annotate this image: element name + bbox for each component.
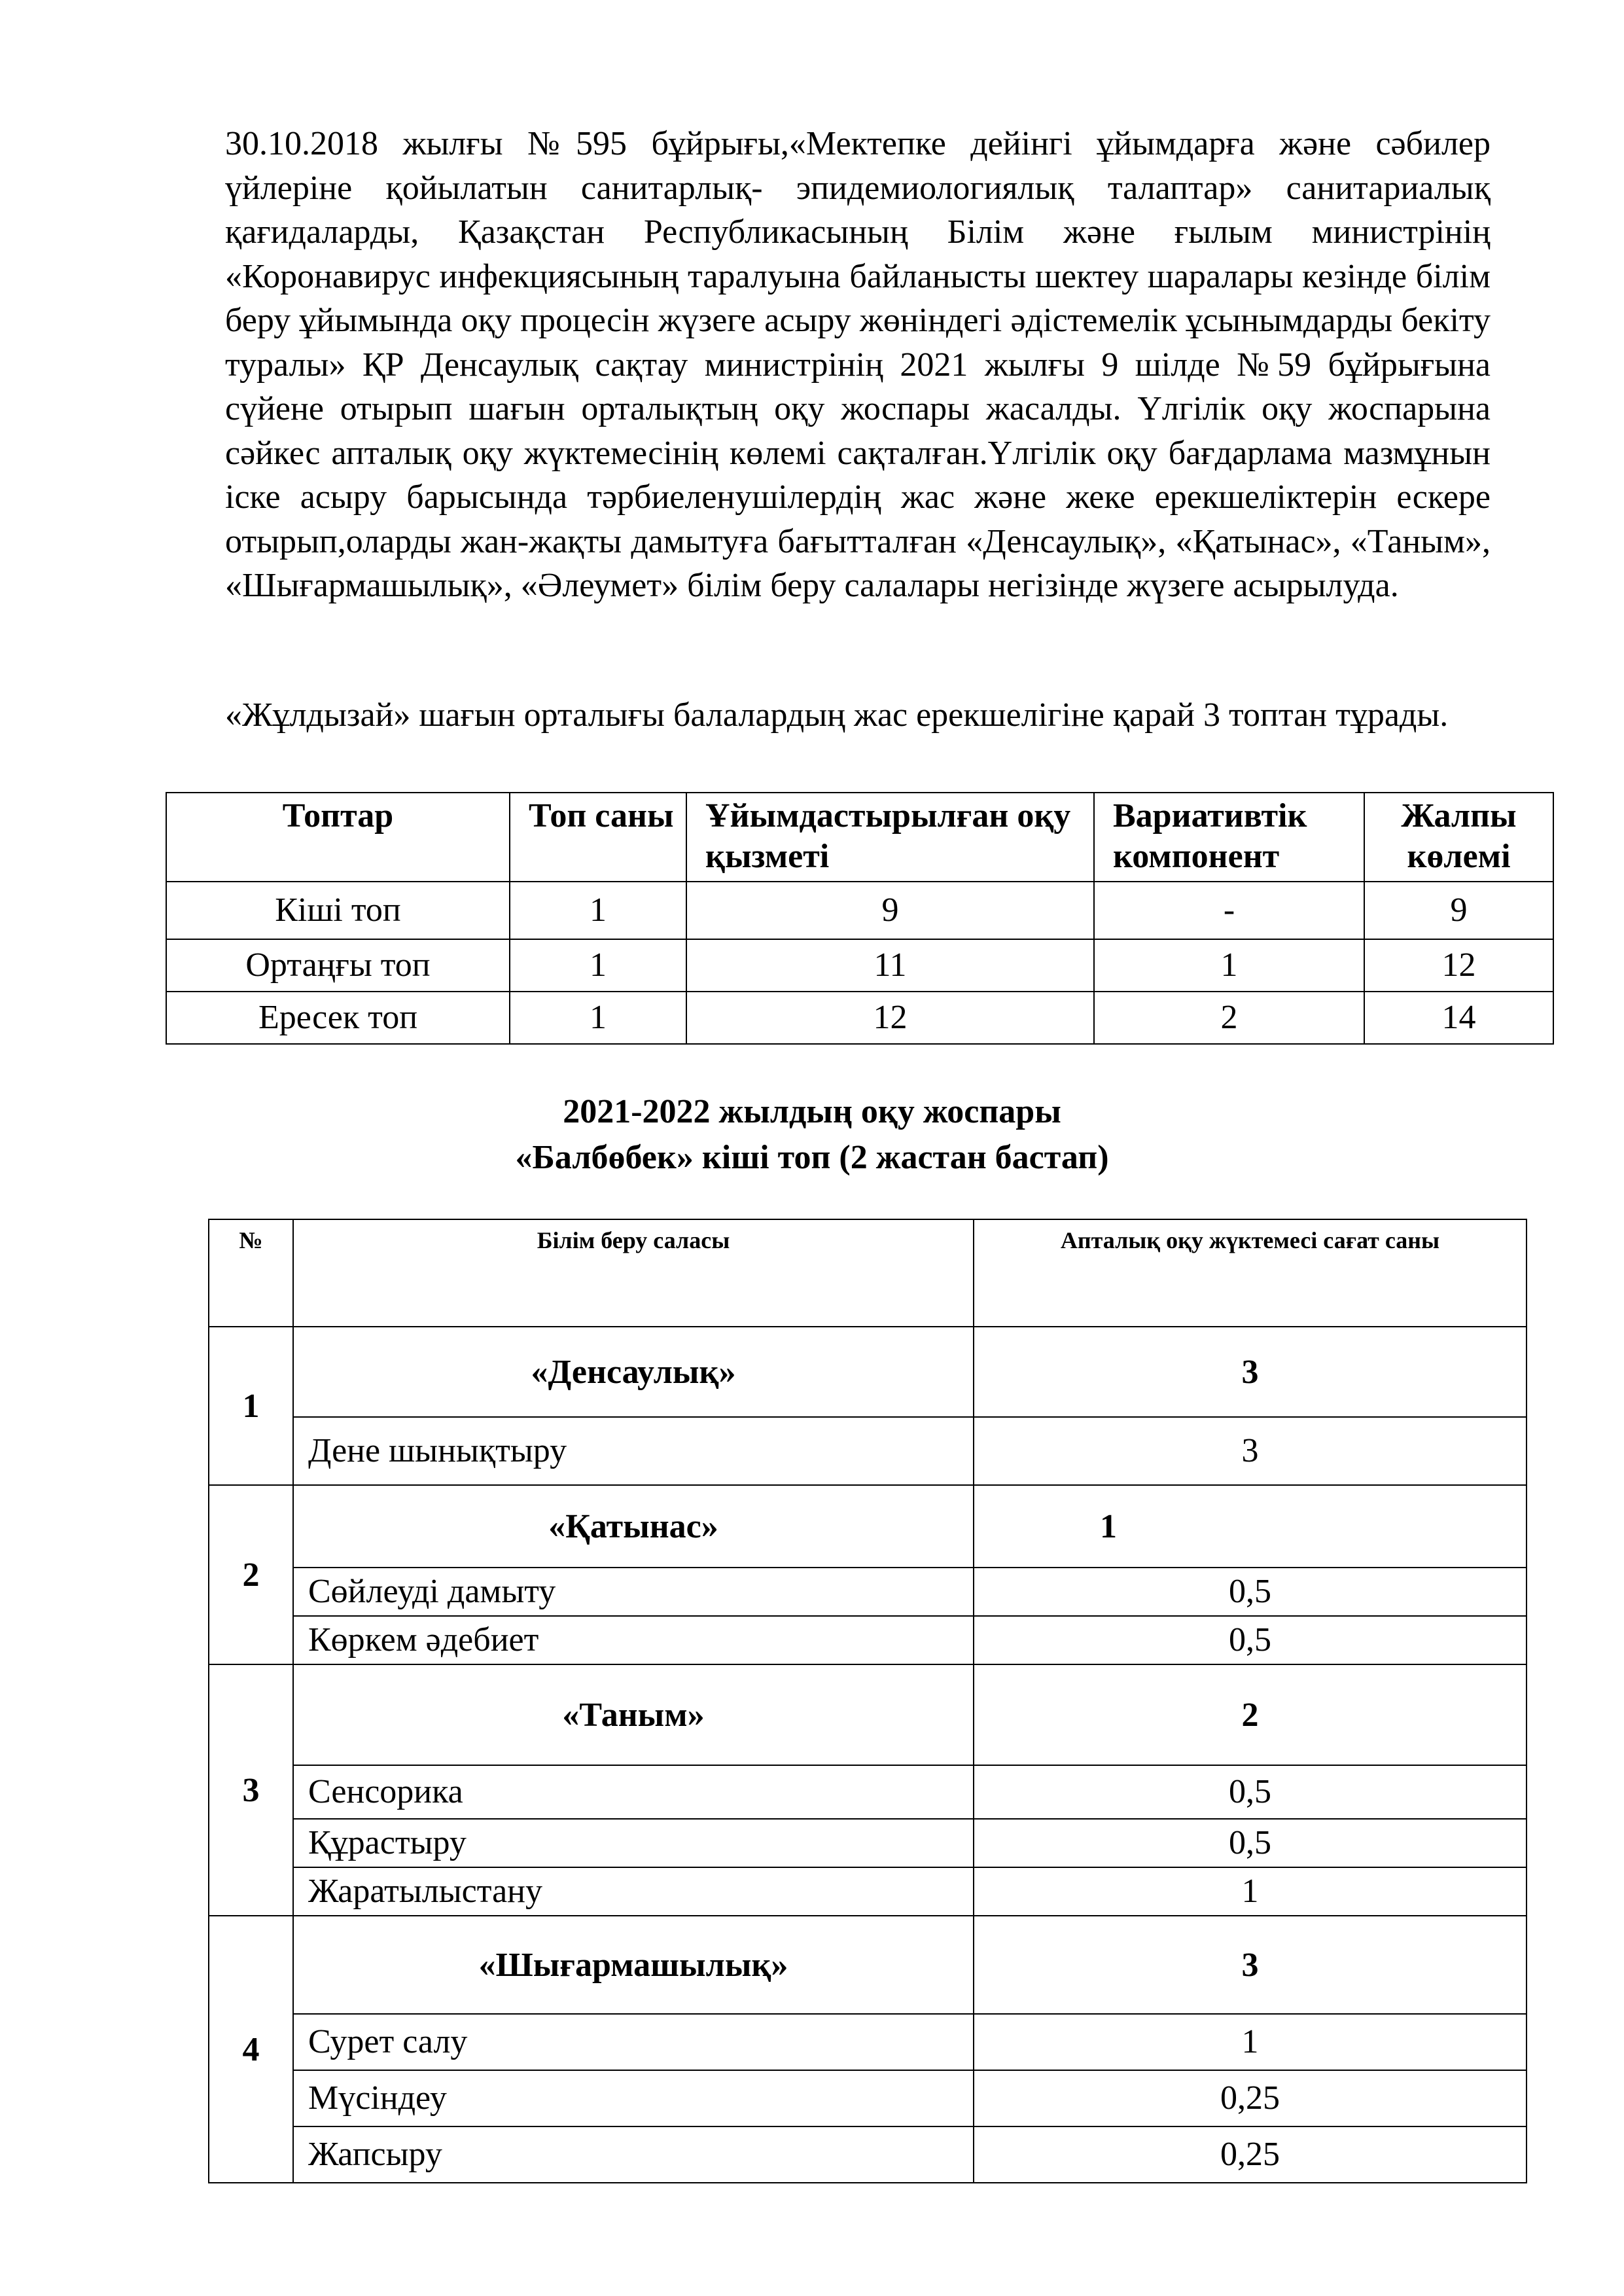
subject-row: [209, 2070, 1527, 2126]
groups-header-cell: Жалпы көлемі: [1364, 793, 1553, 882]
groups-table: [166, 792, 1554, 1045]
area-name: «Таным»: [293, 1664, 974, 1765]
area-name: «Шығармашылық»: [293, 1916, 974, 2014]
subject-name: Құрастыру: [293, 1819, 974, 1867]
subject-row: [209, 2014, 1527, 2070]
area-number: 3: [209, 1664, 293, 1916]
subject-name: Сенсорика: [293, 1765, 974, 1819]
table-cell: 1: [510, 992, 686, 1044]
groups-header-cell: Топ саны: [510, 793, 686, 882]
table-cell: Ортаңғы топ: [166, 939, 510, 992]
subject-name: Мүсіндеу: [293, 2070, 974, 2126]
area-number: 1: [209, 1327, 293, 1485]
table-row: [166, 882, 1553, 939]
subject-row: [209, 2126, 1527, 2183]
table-row: [166, 939, 1553, 992]
subject-row: [209, 1867, 1527, 1916]
area-row: [209, 1485, 1527, 1568]
groups-header-cell: Ұйымдастырылған оқу қызметі: [686, 793, 1094, 882]
subject-hours: 1: [974, 2014, 1527, 2070]
plan-header-number: №: [209, 1219, 293, 1327]
subject-hours: 0,5: [974, 1568, 1527, 1616]
area-hours: 1: [974, 1485, 1527, 1568]
subject-hours: 0,5: [974, 1765, 1527, 1819]
subject-name: Жапсыру: [293, 2126, 974, 2183]
plan-table-header-row: [209, 1219, 1527, 1327]
subject-name: Сөйлеуді дамыту: [293, 1568, 974, 1616]
subject-row: [209, 1417, 1527, 1485]
plan-header-hours: Апталық оқу жүктемесі сағат саны: [974, 1219, 1527, 1327]
subject-hours: 1: [974, 1867, 1527, 1916]
table-cell: -: [1094, 882, 1364, 939]
table-cell: 1: [510, 882, 686, 939]
area-name: «Қатынас»: [293, 1485, 974, 1568]
table-cell: Ересек топ: [166, 992, 510, 1044]
subject-hours: 3: [974, 1417, 1527, 1485]
area-hours: 3: [974, 1916, 1527, 2014]
table-cell: 11: [686, 939, 1094, 992]
subject-row: [209, 1819, 1527, 1867]
subject-name: Көркем әдебиет: [293, 1616, 974, 1664]
area-row: [209, 1916, 1527, 2014]
area-number: 2: [209, 1485, 293, 1664]
table-cell: 9: [1364, 882, 1553, 939]
plan-subtitle: «Балбөбек» кіші топ (2 жастан бастап): [515, 1139, 1109, 1176]
groups-header-cell: Топтар: [166, 793, 510, 882]
area-hours: 3: [974, 1327, 1527, 1417]
area-row: [209, 1664, 1527, 1765]
subject-name: Дене шынықтыру: [293, 1417, 974, 1485]
study-plan-table: [208, 1219, 1527, 2183]
subject-hours: 0,25: [974, 2070, 1527, 2126]
area-hours: 2: [974, 1664, 1527, 1765]
area-row: [209, 1327, 1527, 1417]
intro-paragraph: 30.10.2018 жылғы №595 бұйрығы,«Мектепке дейінгі ұйымдарға және сәбилер үйлеріне қойылатын санитарлық- эпидемиологиялық талаптар» санитариалық қағидаларды, Қазақстан Республикасының Білім және ғылым министрінің «Коронавирус инфекциясының таралуына байланысты шектеу шаралары кезінде білім беру ұйымында оқу процесін жүзеге асыру жөніндегі әдістемелік ұсынымдарды бекіту туралы» ҚР Денсаулық сақтау министрінің 2021 жылғы 9 шілде №59 бұйрығына сүйене отырып шағын орталықтың оқу жоспары жасалды. Үлгілік оқу жоспарына сәйкес апталық оқу жүктемесінің көлемі сақталған.Үлгілік оқу бағдарлама мазмұнын іске асыру барысында тәрбиеленушілердің жас және жеке ерекшеліктерін ескере отырып,оларды жан-жақты дамытуға бағытталған «Денсаулық», «Қатынас», «Таным», «Шығармашылық», «Әлеумет» білім беру салалары негізінде жүзеге асырылуда.: [225, 125, 1491, 604]
subject-row: [209, 1568, 1527, 1616]
subject-hours: 0,25: [974, 2126, 1527, 2183]
table-cell: 12: [686, 992, 1094, 1044]
table-cell: 1: [510, 939, 686, 992]
subject-name: Сурет салу: [293, 2014, 974, 2070]
table-cell: Кіші топ: [166, 882, 510, 939]
subject-hours: 0,5: [974, 1616, 1527, 1664]
subject-row: [209, 1616, 1527, 1664]
area-number: 4: [209, 1916, 293, 2183]
plan-header-area: Білім беру саласы: [293, 1219, 974, 1327]
groups-table-header-row: [166, 793, 1553, 882]
subject-hours: 0,5: [974, 1819, 1527, 1867]
table-cell: 1: [1094, 939, 1364, 992]
table-cell: 2: [1094, 992, 1364, 1044]
area-name: «Денсаулық»: [293, 1327, 974, 1417]
plan-title: 2021-2022 жылдың оқу жоспары: [563, 1093, 1061, 1130]
table-cell: 12: [1364, 939, 1553, 992]
groups-header-cell: Вариативтік компонент: [1094, 793, 1364, 882]
table-row: [166, 992, 1553, 1044]
subject-row: [209, 1765, 1527, 1819]
groups-paragraph: «Жұлдызай» шағын орталығы балалардың жас ерекшелігіне қарай 3 топтан тұрады.: [225, 696, 1449, 734]
table-cell: 14: [1364, 992, 1553, 1044]
table-cell: 9: [686, 882, 1094, 939]
subject-name: Жаратылыстану: [293, 1867, 974, 1916]
